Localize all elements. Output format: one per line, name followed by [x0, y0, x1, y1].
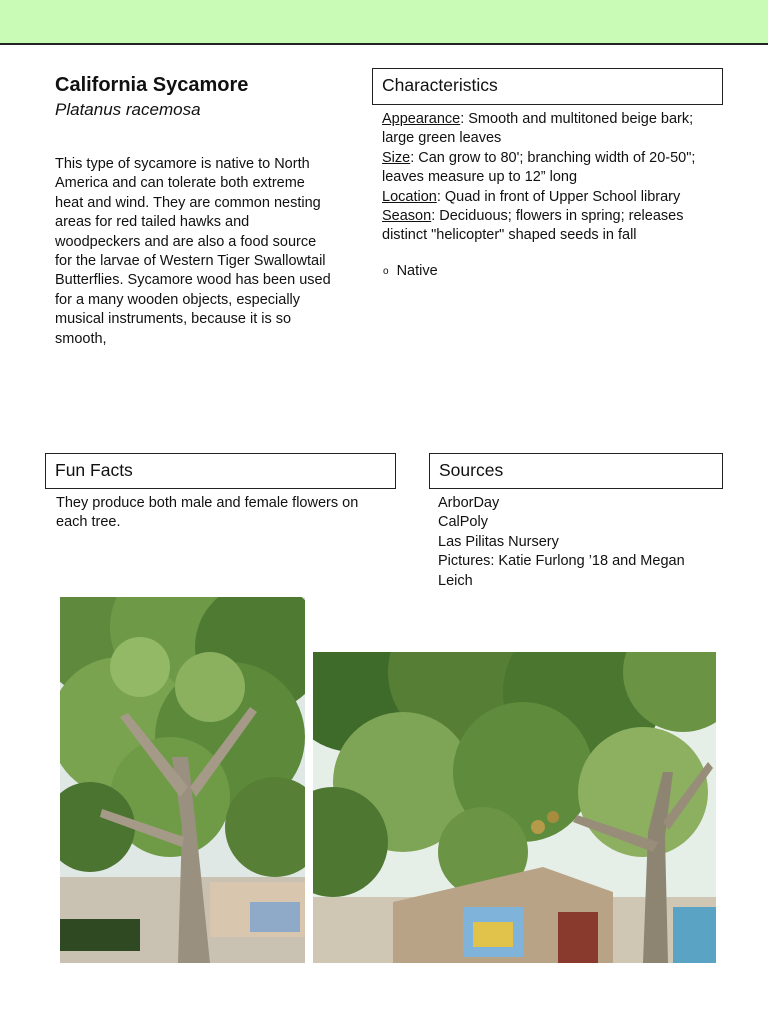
sources-heading: Sources: [439, 460, 504, 480]
characteristic-size: [382, 149, 722, 188]
characteristic-label: Size: [382, 149, 411, 166]
tree-photo-left-image: [60, 597, 305, 963]
characteristics-heading-box: [372, 68, 723, 105]
source-item: Las Pilitas Nursery: [438, 533, 559, 550]
fun-facts-heading: Fun Facts: [55, 460, 133, 480]
fun-facts-heading-box: [45, 453, 396, 489]
characteristic-label: Location: [382, 188, 437, 205]
header-band: [0, 0, 768, 45]
characteristic-text: : Can grow to 80'; branching width of 20-50"; leaves measure up to 12” long: [382, 149, 696, 186]
native-bullet: [383, 263, 438, 279]
characteristic-text: : Smooth and multitoned beige bark; large green leaves: [382, 111, 694, 147]
characteristic-location: [382, 188, 722, 207]
tree-photo-left: [60, 597, 305, 963]
characteristic-text: : Deciduous; flowers in spring; releases distinct "helicopter" shaped seeds in fall: [382, 208, 684, 244]
source-item: CalPoly: [438, 514, 488, 531]
characteristic-label: Season: [382, 208, 432, 225]
page-title: California Sycamore: [55, 74, 249, 96]
characteristic-season: [382, 207, 722, 246]
characteristic-label: Appearance: [382, 111, 461, 127]
sources-heading-box: [429, 453, 723, 489]
characteristic-appearance: [382, 110, 722, 149]
fun-facts-text: They produce both male and female flowers on each tree.: [56, 495, 359, 531]
characteristic-text: : Quad in front of Upper School library: [436, 188, 681, 205]
source-item: Pictures: Katie Furlong ’18 and Megan Leich: [438, 553, 685, 589]
scientific-name: Platanus racemosa: [55, 100, 201, 119]
characteristics-heading: Characteristics: [382, 75, 498, 95]
source-item: ArborDay: [438, 495, 500, 511]
sources-list: [438, 494, 718, 591]
tree-photo-right: [313, 652, 716, 963]
tree-description: This type of sycamore is native to North America and can tolerate both extreme heat and wind. They are common nesting areas for red tailed hawks and woodpeckers and are also a food source for the larvae of Western Tiger Swallowtail Butterflies. Sycamore wood has been used for a many wooden objects, especially musical instruments, because it is so smooth,: [55, 156, 331, 347]
tree-photo-right-image: [313, 652, 716, 963]
bullet-icon: o: [383, 266, 389, 277]
characteristics-list: [382, 110, 722, 246]
native-label: Native: [396, 263, 438, 279]
